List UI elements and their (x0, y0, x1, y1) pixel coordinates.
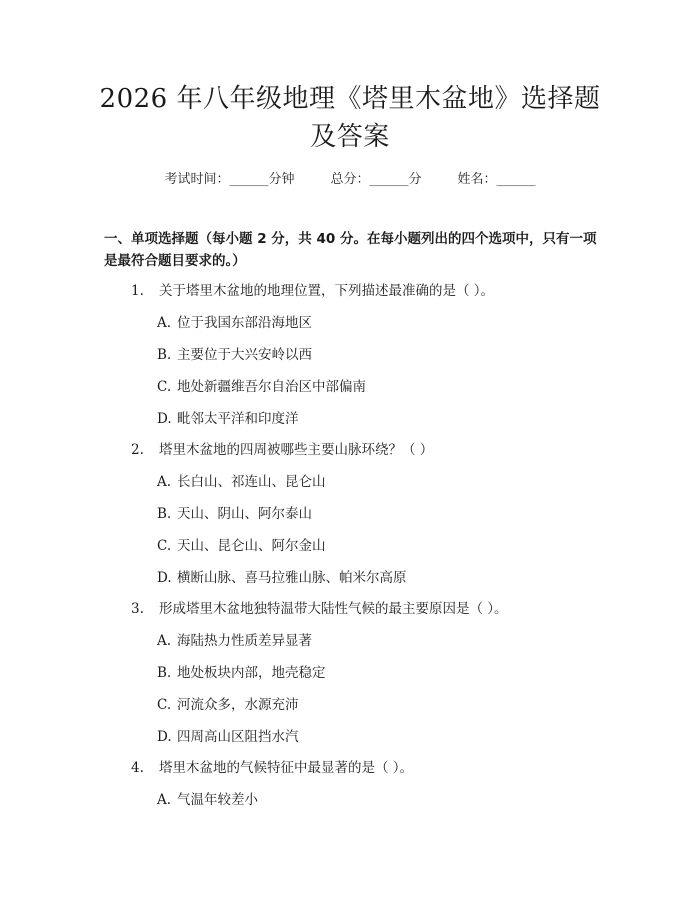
option-text: 地处新疆维吾尔自治区中部偏南 (177, 379, 366, 395)
option-letter: C. (157, 538, 172, 554)
option-text: 毗邻太平洋和印度洋 (177, 411, 299, 427)
option-text: 天山、阴山、阿尔泰山 (177, 506, 312, 522)
option-3b (157, 663, 326, 683)
option-text: 长白山、祁连山、昆仑山 (177, 474, 326, 490)
option-1c (157, 377, 366, 397)
option-3d (157, 727, 299, 747)
option-letter: D. (157, 411, 172, 427)
question-1 (131, 281, 494, 301)
question-number: 2. (131, 442, 144, 458)
question-text: 塔里木盆地的四周被哪些主要山脉环绕？（ ） (159, 442, 434, 458)
option-letter: D. (157, 729, 172, 745)
option-3a (157, 631, 312, 651)
exam-score: 总分：______分 (330, 172, 422, 187)
question-3 (131, 599, 508, 619)
exam-time: 考试时间：______分钟 (164, 172, 295, 187)
option-1d (157, 409, 299, 429)
question-2 (131, 440, 433, 460)
option-letter: C. (157, 697, 172, 713)
option-1a (157, 313, 312, 333)
option-2a (157, 472, 326, 492)
option-letter: D. (157, 570, 172, 586)
option-text: 位于我国东部沿海地区 (177, 315, 312, 331)
option-letter: A. (157, 474, 172, 490)
option-text: 主要位于大兴安岭以西 (177, 347, 312, 363)
option-3c (157, 695, 299, 715)
option-letter: B. (157, 347, 172, 363)
question-number: 3. (131, 601, 144, 617)
question-number: 1. (131, 283, 144, 299)
option-text: 地处板块内部，地壳稳定 (177, 665, 326, 681)
option-text: 气温年较差小 (177, 792, 258, 808)
option-text: 河流众多，水源充沛 (177, 697, 299, 713)
option-text: 横断山脉、喜马拉雅山脉、帕米尔高原 (177, 570, 407, 586)
option-1b (157, 345, 312, 365)
option-text: 天山、昆仑山、阿尔金山 (177, 538, 326, 554)
option-4a (157, 790, 258, 810)
option-letter: B. (157, 506, 172, 522)
option-letter: A. (157, 315, 172, 331)
exam-info (0, 168, 700, 187)
option-2c (157, 536, 326, 556)
option-letter: B. (157, 665, 172, 681)
section-heading: 一、单项选择题（每小题 2 分，共 40 分。在每小题列出的四个选项中，只有一项是最符合题目要求的。） (104, 231, 597, 269)
option-2b (157, 504, 312, 524)
question-4 (131, 758, 413, 778)
option-letter: A. (157, 633, 172, 649)
question-number: 4. (131, 760, 144, 776)
option-letter: C. (157, 379, 172, 395)
question-text: 形成塔里木盆地独特温带大陆性气候的最主要原因是（ ）。 (159, 601, 508, 617)
exam-name: 姓名：______ (457, 172, 536, 187)
document-title: 2026 年八年级地理《塔里木盆地》选择题及答案 (99, 84, 601, 152)
option-text: 海陆热力性质差异显著 (177, 633, 312, 649)
option-letter: A. (157, 792, 172, 808)
question-text: 塔里木盆地的气候特征中最显著的是（ ）。 (159, 760, 414, 776)
question-text: 关于塔里木盆地的地理位置，下列描述最准确的是（ ）。 (159, 283, 495, 299)
option-text: 四周高山区阻挡水汽 (177, 729, 299, 745)
option-2d (157, 568, 407, 588)
